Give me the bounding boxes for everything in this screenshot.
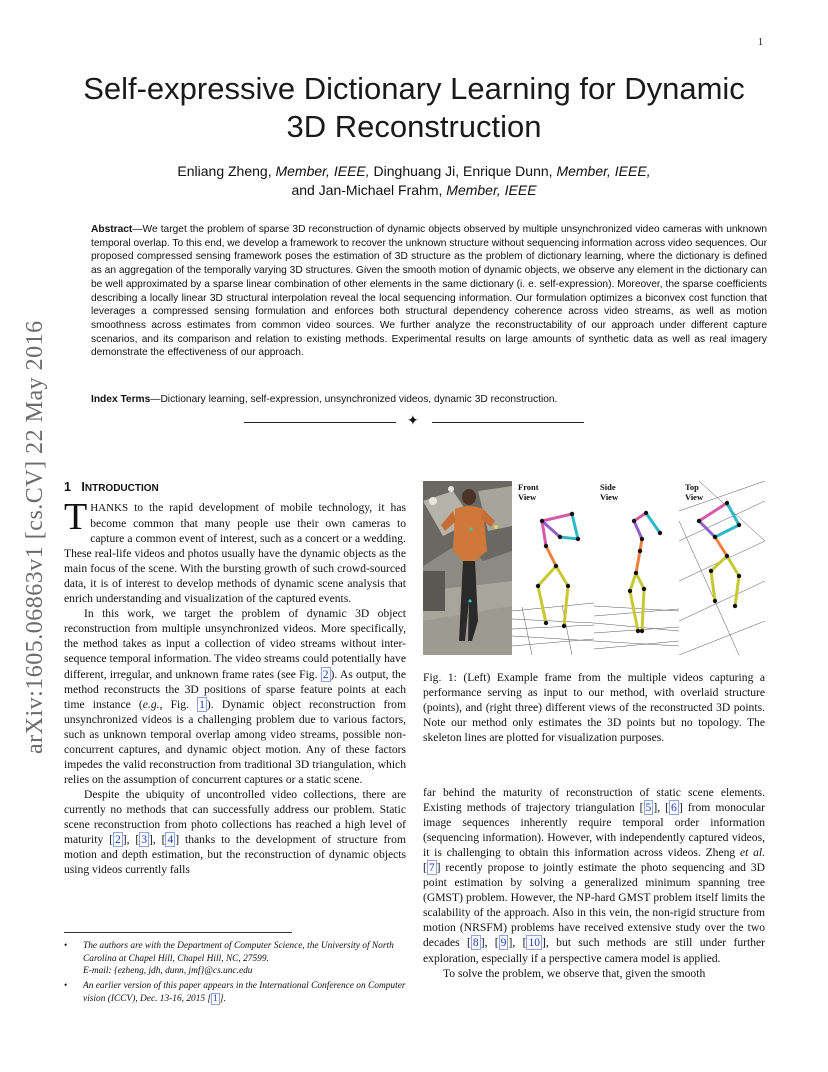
ground-grid-line — [594, 609, 679, 616]
citation-link[interactable]: 4 — [167, 833, 174, 847]
section-title-rest: NTRODUCTION — [84, 483, 159, 494]
skeleton-joint — [713, 599, 717, 603]
paper-title — [60, 70, 768, 146]
front-view-panel — [512, 481, 594, 655]
skeleton-bone — [642, 589, 644, 631]
skeleton-joint — [709, 569, 713, 573]
skeleton-joint — [640, 537, 644, 541]
skeleton-joint — [544, 621, 548, 625]
arxiv-stamp: arXiv:1605.06863v1 [cs.CV] 22 May 2016 — [22, 320, 48, 754]
paragraph-text: Despite the ubiquity of uncontrolled video collections, there are currently no methods that can successfully address our problem. Static scene reconstruction from photo collections has reached a high level of maturity — [64, 787, 406, 847]
skeleton-joint — [644, 511, 648, 515]
skeleton-joint — [638, 549, 642, 553]
front-view-skeleton — [512, 481, 594, 655]
skeleton-joint — [536, 584, 540, 588]
skeleton-joint — [558, 535, 562, 539]
skeleton-bone — [711, 571, 715, 601]
bullet-icon: • — [64, 941, 68, 951]
paragraph-text: far behind the maturity of reconstruction of static scene elements. Existing methods of trajectory triangulation — [423, 786, 765, 815]
citation-link[interactable]: 6 — [671, 801, 677, 815]
author-2-3: Dinghuang Ji, Enrique Dunn, — [373, 163, 553, 179]
footnotes — [64, 940, 406, 1008]
paragraph-text: from monocular image sequences inherently require temporal order information (sequencing information). However, with independently captured videos, it is challenging to obtain this information across videos. Zheng — [423, 801, 765, 860]
paragraph-text: , but such methods are still under further exploration, especially if a perspective camera model is applied. — [423, 936, 765, 965]
section-title-initial: I — [81, 480, 85, 494]
section-number: 1 — [64, 480, 71, 494]
ground-grid-line — [562, 605, 572, 655]
ground-grid-line — [512, 639, 594, 646]
view-label-line: Side — [600, 482, 616, 492]
ground-grid-line — [522, 607, 532, 655]
skeleton-bone — [646, 513, 660, 533]
index-terms — [91, 393, 767, 407]
paragraph-text: , Fig. — [159, 697, 198, 711]
citation-link[interactable]: 9 — [500, 936, 507, 950]
author-4-role: Member, IEEE — [446, 182, 537, 198]
skeleton-joint — [628, 589, 632, 593]
skeleton-bone — [636, 551, 640, 573]
side-view-skeleton — [594, 481, 679, 655]
author-4: and Jan-Michael Frahm, — [291, 182, 443, 198]
footnote-rule — [64, 932, 292, 933]
paragraph-text: ). As output, the method reconstructs the 3D positions of sparse feature points at each time instance ( — [64, 667, 406, 711]
skeleton-bone — [630, 573, 636, 591]
side-view-label — [600, 482, 618, 502]
intro-paragraph-1 — [64, 496, 406, 606]
footnote-earlier-version: • An earlier version of this paper appears in the International Conference on Computer vision (ICCV), Dec. 13-16, 2015 [ 1 ]. — [64, 981, 406, 1004]
skeleton-bone — [564, 586, 568, 626]
footnote-affiliation — [64, 940, 406, 978]
title-line-2: 3D Reconstruction — [286, 109, 542, 144]
skeleton-bone — [572, 514, 578, 539]
index-terms-label: Index Terms — [91, 394, 151, 405]
skeleton-bone — [636, 573, 644, 589]
right-paragraph-2: To solve the problem, we observe that, given the smooth — [443, 966, 706, 980]
author-1: Enliang Zheng, — [177, 163, 272, 179]
skeleton-joint — [632, 519, 636, 523]
paragraph-text: In this work, we target the problem of dynamic 3D object reconstruction from multiple unsynchronized videos. More specifically, the method takes as input a collection of video streams without inter-sequence temporal information. The video streams could potentially have different, irregular, and unknown frame rates (see Fig. — [64, 607, 406, 681]
divider-ornament-icon: ✦ — [407, 414, 419, 429]
skeleton-bone — [556, 566, 568, 586]
ground-grid-line — [512, 625, 594, 629]
skeleton-joint — [697, 519, 701, 523]
figure-link[interactable]: 1 — [199, 697, 205, 711]
citation-link[interactable]: 3 — [141, 833, 148, 847]
emphasis-text: et al. — [739, 846, 765, 860]
top-view-label — [685, 482, 703, 502]
skeleton-bone — [634, 521, 642, 539]
author-3-role: Member, IEEE, — [556, 163, 651, 179]
author-list — [100, 162, 728, 200]
bullet-icon: • — [64, 981, 68, 992]
skeleton-bone — [727, 556, 739, 576]
ground-grid-line — [512, 603, 594, 611]
skeleton-joint — [540, 519, 544, 523]
performer-photo — [423, 481, 512, 655]
intro-paragraph-2 — [64, 606, 406, 787]
skeleton-bone — [699, 503, 727, 521]
figure-caption: Fig. 1: (Left) Example frame from the multiple videos capturing a performance serving as input to our method, with overlaid structure (points), and (right three) different views of the reconstructed 3D points. Note our method only estimates the 3D points but no topology. The skeleton lines are plotted for visualization purposes. — [423, 671, 765, 745]
footnote-text: An earlier version of this paper appears in the International Conference on Computer vision (ICCV), Dec. 13-16, 2015 — [83, 981, 406, 1004]
figure-link[interactable]: 2 — [322, 667, 329, 681]
skeleton-joint — [658, 531, 662, 535]
lead-word: HANKS — [90, 502, 129, 514]
skeleton-joint — [570, 512, 574, 516]
skeleton-joint — [562, 624, 566, 628]
skeleton-bone — [630, 591, 638, 631]
skeleton-bone — [538, 586, 546, 623]
paragraph-text: ). Dynamic object reconstruction from unsynchronized videos is a challenging problem due to various factors, such as unknown temporal overlap among video streams, possible non-concurrent captures, and dynamic object motion. Any of these factors impedes the valid reconstruction from traditional 3D triangulation, which relies on the assumption of concurrent captures or a static scene. — [64, 697, 407, 786]
top-view-panel — [679, 481, 765, 655]
skeleton-bone — [735, 576, 739, 606]
abstract-text: —We target the problem of sparse 3D reconstruction of dynamic objects observed by multiple unsynchronized video cameras with unknown temporal overlap. To this end, we develop a framework to recover the unknown structure without sequencing information across video sequences. Our proposed compressed sensing framework poses the estimation of 3D structure as the problem of dictionary learning, where the dictionary is defined as an aggregation of the temporally varying 3D structures. Given the smooth motion of dynamic objects, we observe any element in the dictionary can be well approximated by a sparse linear combination of other elements in the same dictionary (i. e. self-expression). Moreover, the sparse coefficients describing a locally linear 3D structural interpolation reveal the local sequencing information. Our formulation optimizes a biconvex cost function that leverages a compressed sensing formulation and enforces both structural dependency coherence across video streams, as well as motion smoothness across estimates from common video sources. We further analyze the reconstructability of our approach under different capture scenarios, and its comparison and relation to existing methods. Experimental results on large amounts of synthetic data as well as real imagery demonstrate the effectiveness of our approach. — [91, 224, 767, 359]
right-column — [423, 785, 765, 981]
skeleton-joint — [566, 584, 570, 588]
author-1-role: Member, IEEE, — [275, 163, 370, 179]
skeleton-bone — [715, 537, 727, 556]
intro-paragraph-3: Despite the ubiquity of uncontrolled video collections, there are currently no methods that can successfully address our problem. Static scene reconstruction from photo collections has reached a high level of maturity [ 2 ], [ 3 ], [ 4 ] thanks to the development of structure from motion and depth estimation, but the reconstruction of dynamic objects using videos currently falls — [64, 787, 406, 877]
abstract — [91, 223, 767, 360]
ground-grid-line — [679, 621, 765, 655]
skeleton-joint — [733, 604, 737, 608]
footnote-text: . — [223, 993, 226, 1004]
footnote-text: The authors are with the Department of Computer Science, the University of North Carolina at Chapel Hill, Chapel Hill, NC, 27599. — [83, 941, 394, 964]
skeleton-joint — [636, 629, 640, 633]
ground-grid-line — [679, 521, 739, 655]
skeleton-joint — [737, 574, 741, 578]
skeleton-joint — [725, 501, 729, 505]
skeleton-joint — [725, 554, 729, 558]
view-label-line: View — [518, 492, 537, 502]
skeleton-joint — [634, 571, 638, 575]
right-paragraph-1: far behind the maturity of reconstruction of static scene elements. Existing methods of trajectory triangulation [ 5 ], [ 6 ] from monocular image sequences inherently require temporal order information (sequencing information). However, with independently captured videos, it is challenging to obtain this information across videos. Zheng et al. [ 7 ] recently propose to jointly estimate the photo sequencing and 3D point estimation by solving a generalized minimum spanning tree (GMST) problem. However, the NP-hard GMST problem itself limits the scalability of the approach. Also in this vein, the non-rigid structure from motion (NRSFM) problems have received extensive study over the two decades [ 8 ], [ 9 ], [ 10 ], but such methods are still under further exploration, especially if a perspective camera model is applied. — [423, 786, 765, 965]
citation-link[interactable]: 1 — [213, 993, 218, 1004]
section-heading — [64, 480, 159, 494]
side-view-panel — [594, 481, 679, 655]
emphasis-text: e.g. — [142, 697, 160, 711]
section-divider — [244, 413, 584, 431]
skeleton-bone — [715, 525, 739, 537]
skeleton-bone — [542, 514, 572, 521]
footnote-email: E-mail: {ezheng, jdh, dunn, jmf}@cs.unc.edu — [83, 966, 253, 977]
citation-link[interactable]: 5 — [645, 801, 652, 815]
skeleton-joint — [554, 564, 558, 568]
left-column — [64, 496, 407, 877]
index-terms-text: —Dictionary learning, self-expression, unsynchronized videos, dynamic 3D reconstruction. — [150, 394, 558, 405]
skeleton-bone — [546, 546, 556, 566]
front-view-label — [518, 482, 539, 502]
performer-image — [423, 481, 512, 655]
skeleton-bone — [560, 537, 578, 539]
citation-link[interactable]: 7 — [428, 861, 435, 875]
skeleton-bone — [699, 521, 715, 537]
skeleton-joint — [642, 587, 646, 591]
skeleton-joint — [640, 629, 644, 633]
paragraph-text: recently propose to jointly estimate the photo sequencing and 3D point estimation by solving a generalized minimum spanning tree (GMST) problem. However, the NP-hard GMST problem itself limits the scalability of the approach. Also in this vein, the non-rigid structure from motion (NRSFM) problems have received extensive study over the two decades — [423, 861, 765, 950]
title-line-1: Self-expressive Dictionary Learning for Dynamic — [83, 71, 745, 106]
abstract-label: Abstract — [91, 224, 133, 235]
figure-1 — [423, 481, 765, 655]
page-number: 1 — [758, 37, 763, 48]
citation-link[interactable]: 8 — [472, 936, 479, 950]
skeleton-joint — [544, 544, 548, 548]
view-label-line: Front — [518, 482, 539, 492]
citation-link[interactable]: 10 — [528, 936, 541, 950]
paragraph-text: thanks to the development of structure from motion and depth estimation, but the reconstruction of dynamic objects using videos currently falls — [64, 833, 406, 877]
citation-link[interactable]: 2 — [114, 833, 121, 847]
skeleton-bone — [538, 566, 556, 586]
skeleton-joint — [576, 537, 580, 541]
view-label-line: View — [600, 492, 619, 502]
top-view-skeleton — [679, 481, 765, 655]
paragraph-text: to the rapid development of mobile technology, it has become common that many people use their own cameras to capture a common event of interest, such as a concert or a wedding. These real-life videos and photos usually have the dynamic objects as the main focus of the scene. With the bursting growth of such crowd-sourced data, it is of interest to develop methods of dynamic scene analysis that enrich understanding and visualization of the captured events. — [64, 501, 406, 606]
skeleton-joint — [713, 535, 717, 539]
view-label-line: View — [685, 492, 704, 502]
ground-grid-line — [679, 581, 765, 621]
skeleton-joint — [737, 523, 741, 527]
drop-cap: T — [64, 496, 88, 538]
skeleton-bone — [711, 556, 727, 571]
ground-grid-line — [512, 619, 594, 623]
view-label-line: Top — [685, 482, 699, 492]
